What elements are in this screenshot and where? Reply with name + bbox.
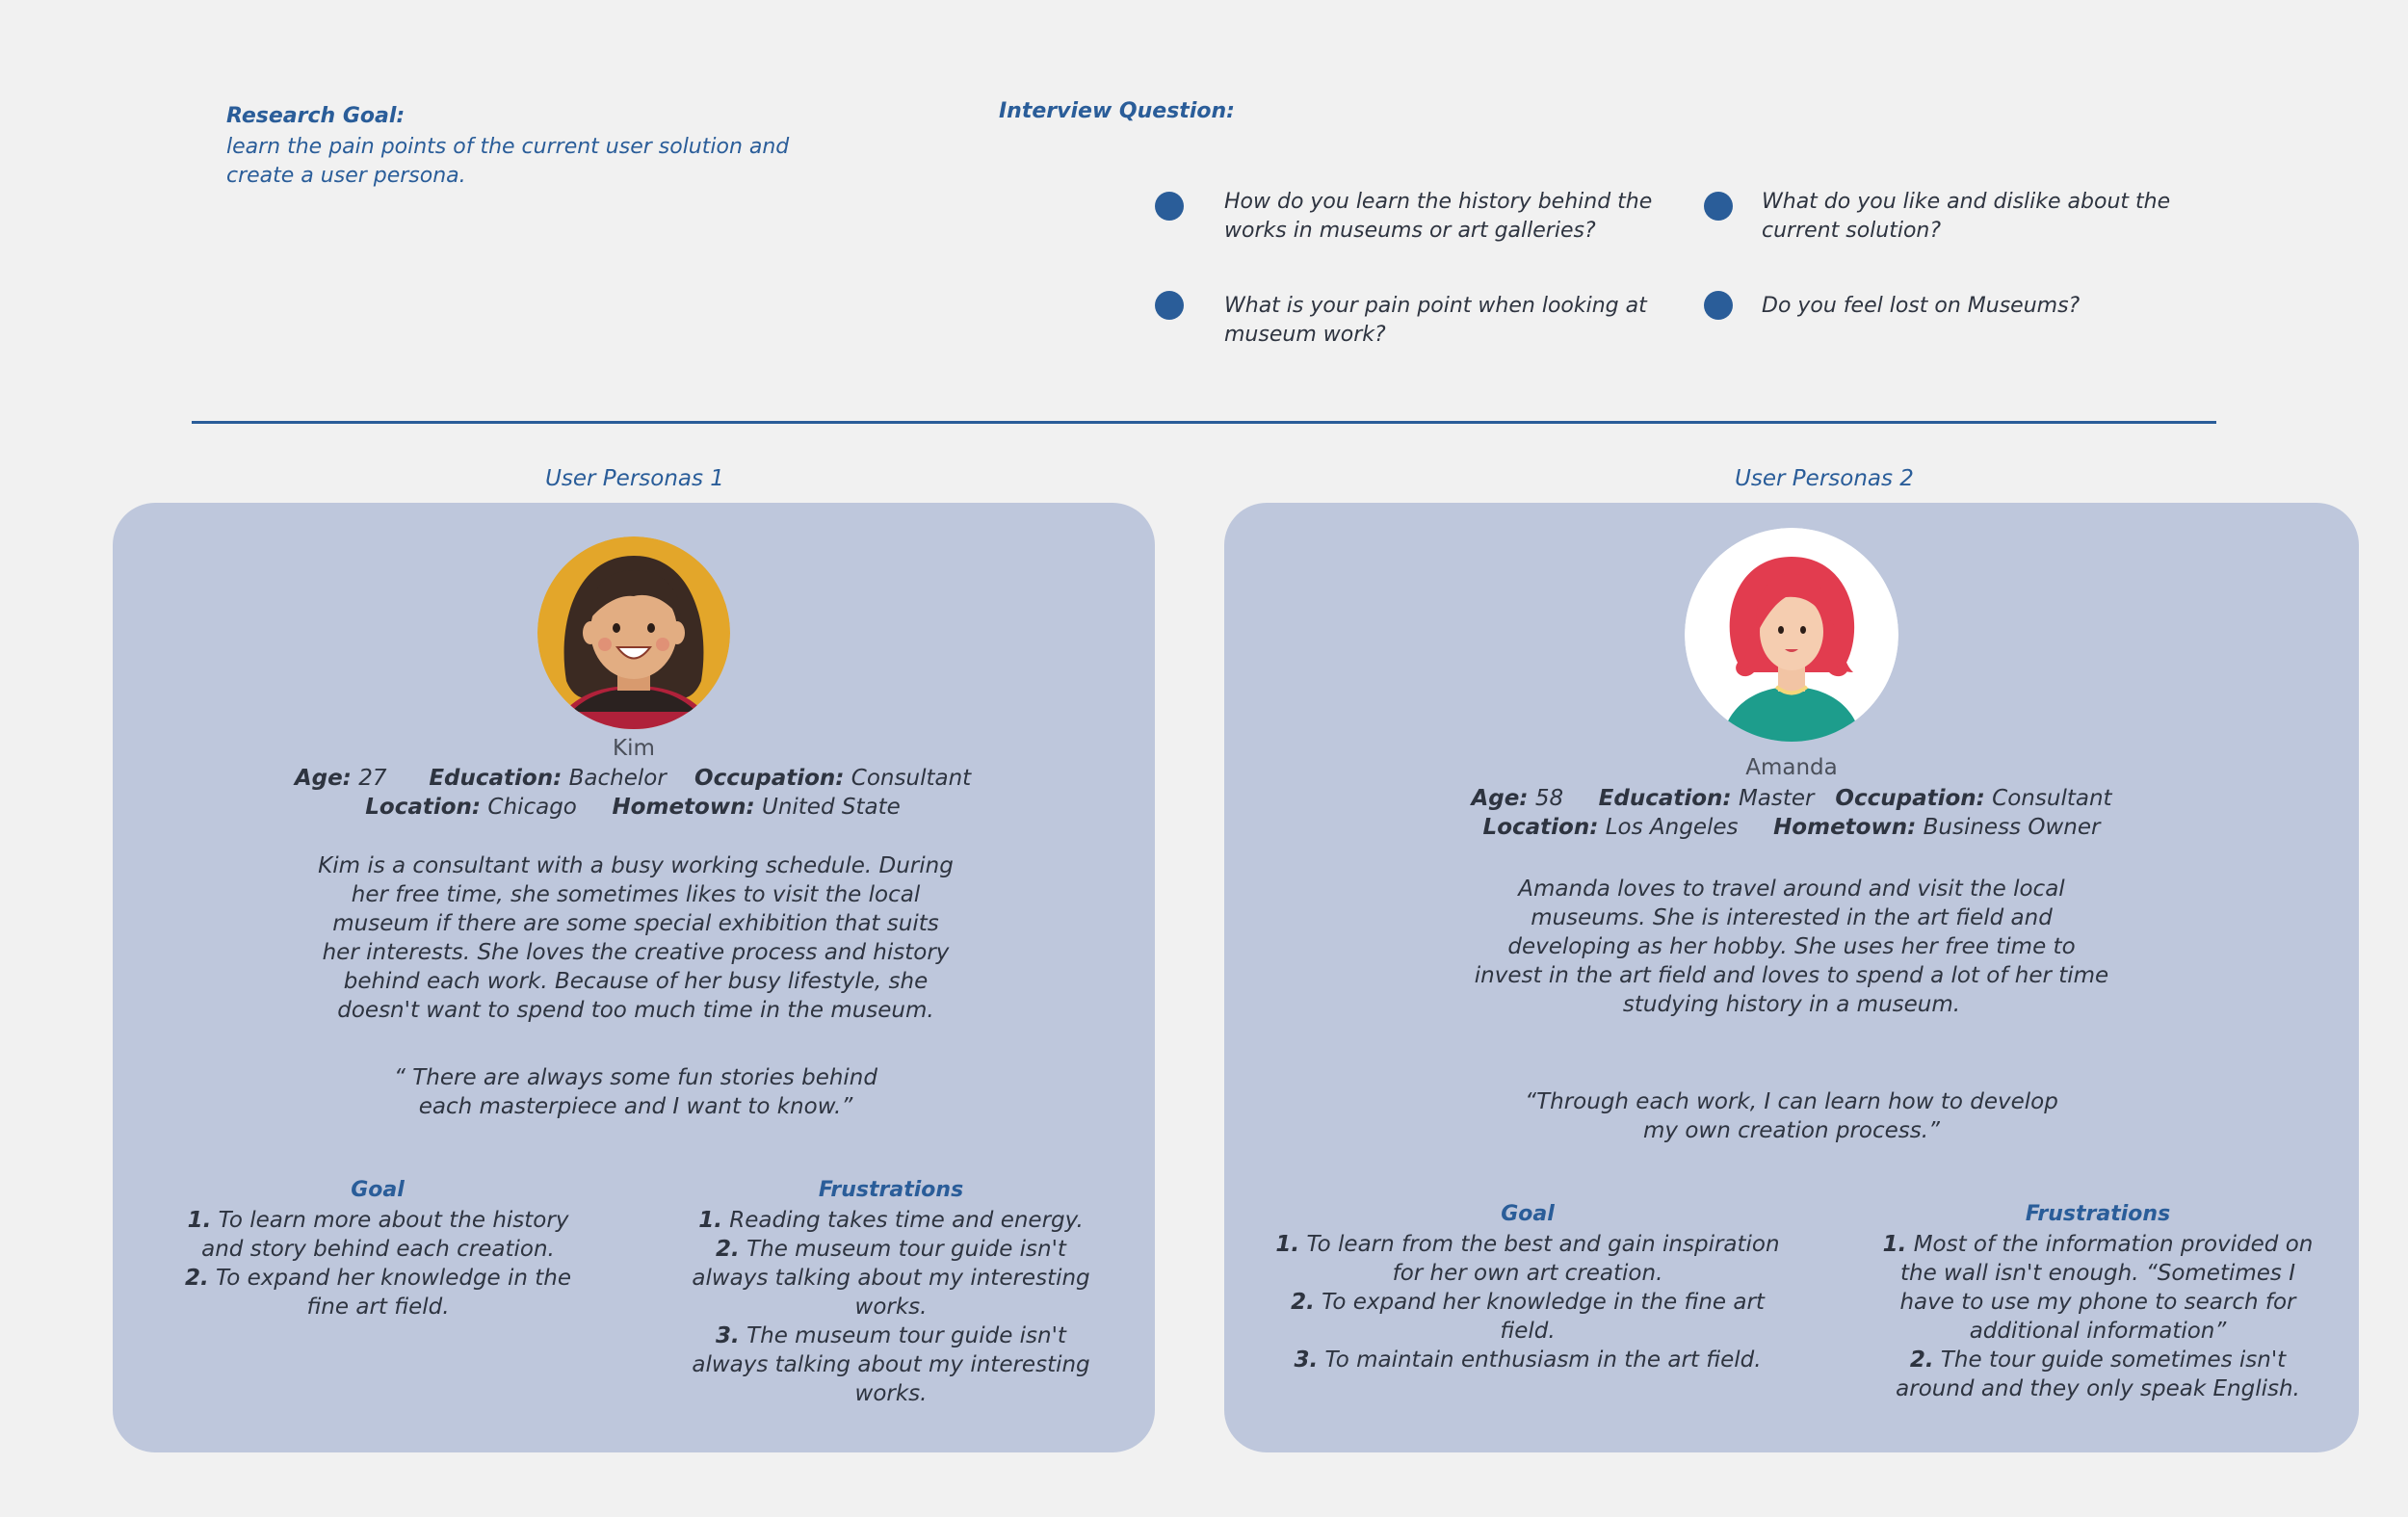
persona2-occupation-label: Occupation:	[1835, 786, 1985, 811]
persona1-bio: Kim is a consultant with a busy working schedule. During her free time, she sometimes likes to visit the local museum if there are some special exhibition that suits her interests. She loves the creative process and history behind each work. Because of her busy lifestyle, she doesn't want to spend too much time in the museum.	[318, 853, 954, 1023]
persona1-location: Chicago	[487, 795, 577, 820]
persona1-hometown: United State	[761, 795, 901, 820]
persona2-demographics-row1	[1368, 784, 2215, 813]
persona1-age-label: Age:	[294, 766, 352, 791]
bullet-dot-icon	[1704, 291, 1733, 320]
persona2-goal-list	[1272, 1230, 1783, 1374]
persona1-frustration-item: 3. The museum tour guide isn't always talking about my interesting works.	[692, 1323, 1090, 1406]
persona1-age: 27	[358, 766, 387, 791]
persona1-frustration-item: 1. Reading takes time and energy.	[698, 1208, 1084, 1233]
persona2-bio: Amanda loves to travel around and visit the local museums. She is interested in the art field and developing as her hobby. She uses her free time to invest in the art field and loves to spend a lot of her time studying history in a museum.	[1474, 876, 2109, 1017]
interview-question-4: Do you feel lost on Museums?	[1762, 294, 2081, 318]
persona2-frustration-item: 2. The tour guide sometimes isn't around and they only speak English.	[1896, 1347, 2300, 1401]
persona1-demographics-row1	[209, 764, 1057, 793]
persona1-frustrations-title: Frustrations	[818, 1178, 964, 1202]
persona1-occupation-label: Occupation:	[694, 766, 845, 791]
persona2-location-label: Location:	[1482, 815, 1599, 840]
persona2-goal-item: 3. To maintain enthusiasm in the art field.	[1294, 1347, 1762, 1373]
interview-question-2: What do you like and dislike about the current solution?	[1762, 190, 2171, 243]
persona2-frustration-list	[1881, 1230, 2315, 1403]
persona2-education: Master	[1738, 786, 1815, 811]
persona1-goal-list	[178, 1206, 578, 1321]
persona2-frustrations-title: Frustrations	[2025, 1202, 2171, 1226]
persona1-education: Bachelor	[568, 766, 667, 791]
persona2-name: Amanda	[1745, 755, 1838, 780]
persona2-education-label: Education:	[1598, 786, 1732, 811]
persona2-hometown: Business Owner	[1923, 815, 2101, 840]
persona2-demographics-row2	[1368, 813, 2215, 842]
bullet-dot-icon	[1704, 192, 1733, 221]
persona1-goal-title: Goal	[351, 1178, 405, 1202]
persona1-frustration-item: 2. The museum tour guide isn't always talking about my interesting works.	[692, 1237, 1090, 1320]
persona2-location: Los Angeles	[1605, 815, 1739, 840]
persona2-age-label: Age:	[1471, 786, 1529, 811]
section-divider	[192, 421, 2216, 424]
persona1-section-title: User Personas 1	[545, 466, 724, 491]
persona2-section-title: User Personas 2	[1735, 466, 1914, 491]
persona1-goal-item: 1. To learn more about the history and story behind each creation.	[187, 1208, 569, 1262]
persona2-quote: “Through each work, I can learn how to develop my own creation process.”	[1525, 1089, 2058, 1143]
persona1-education-label: Education:	[429, 766, 563, 791]
persona2-goal-item: 2. To expand her knowledge in the fine art field.	[1291, 1290, 1765, 1344]
persona1-name: Kim	[613, 736, 655, 761]
bullet-dot-icon	[1155, 192, 1184, 221]
persona1-quote: “ There are always some fun stories behind each masterpiece and I want to know.”	[394, 1065, 877, 1119]
persona2-occupation: Consultant	[1992, 786, 2112, 811]
woman-red-hair-avatar-icon	[1685, 528, 1898, 742]
persona1-goal-item: 2. To expand her knowledge in the fine art field.	[184, 1266, 572, 1320]
interview-question-title: Interview Question:	[999, 99, 1235, 123]
persona1-frustration-list	[689, 1206, 1093, 1408]
interview-question-1: How do you learn the history behind the works in museums or art galleries?	[1224, 190, 1653, 243]
persona2-goal-item: 1. To learn from the best and gain inspiration for her own art creation.	[1275, 1232, 1780, 1286]
bullet-dot-icon	[1155, 291, 1184, 320]
persona2-goal-title: Goal	[1501, 1202, 1555, 1226]
woman-avatar-icon	[537, 536, 730, 729]
persona1-demographics-row2	[209, 793, 1057, 822]
interview-question-3: What is your pain point when looking at museum work?	[1224, 294, 1647, 347]
persona2-frustration-item: 1. Most of the information provided on the wall isn't enough. “Sometimes I have to use my phone to search for additional information”	[1882, 1232, 2314, 1344]
persona1-hometown-label: Hometown:	[612, 795, 755, 820]
persona1-location-label: Location:	[365, 795, 482, 820]
research-goal-body: learn the pain points of the current user solution and create a user persona.	[226, 135, 790, 188]
research-goal-title: Research Goal:	[226, 104, 406, 128]
persona2-age: 58	[1534, 786, 1564, 811]
persona1-occupation: Consultant	[851, 766, 972, 791]
persona2-hometown-label: Hometown:	[1773, 815, 1917, 840]
